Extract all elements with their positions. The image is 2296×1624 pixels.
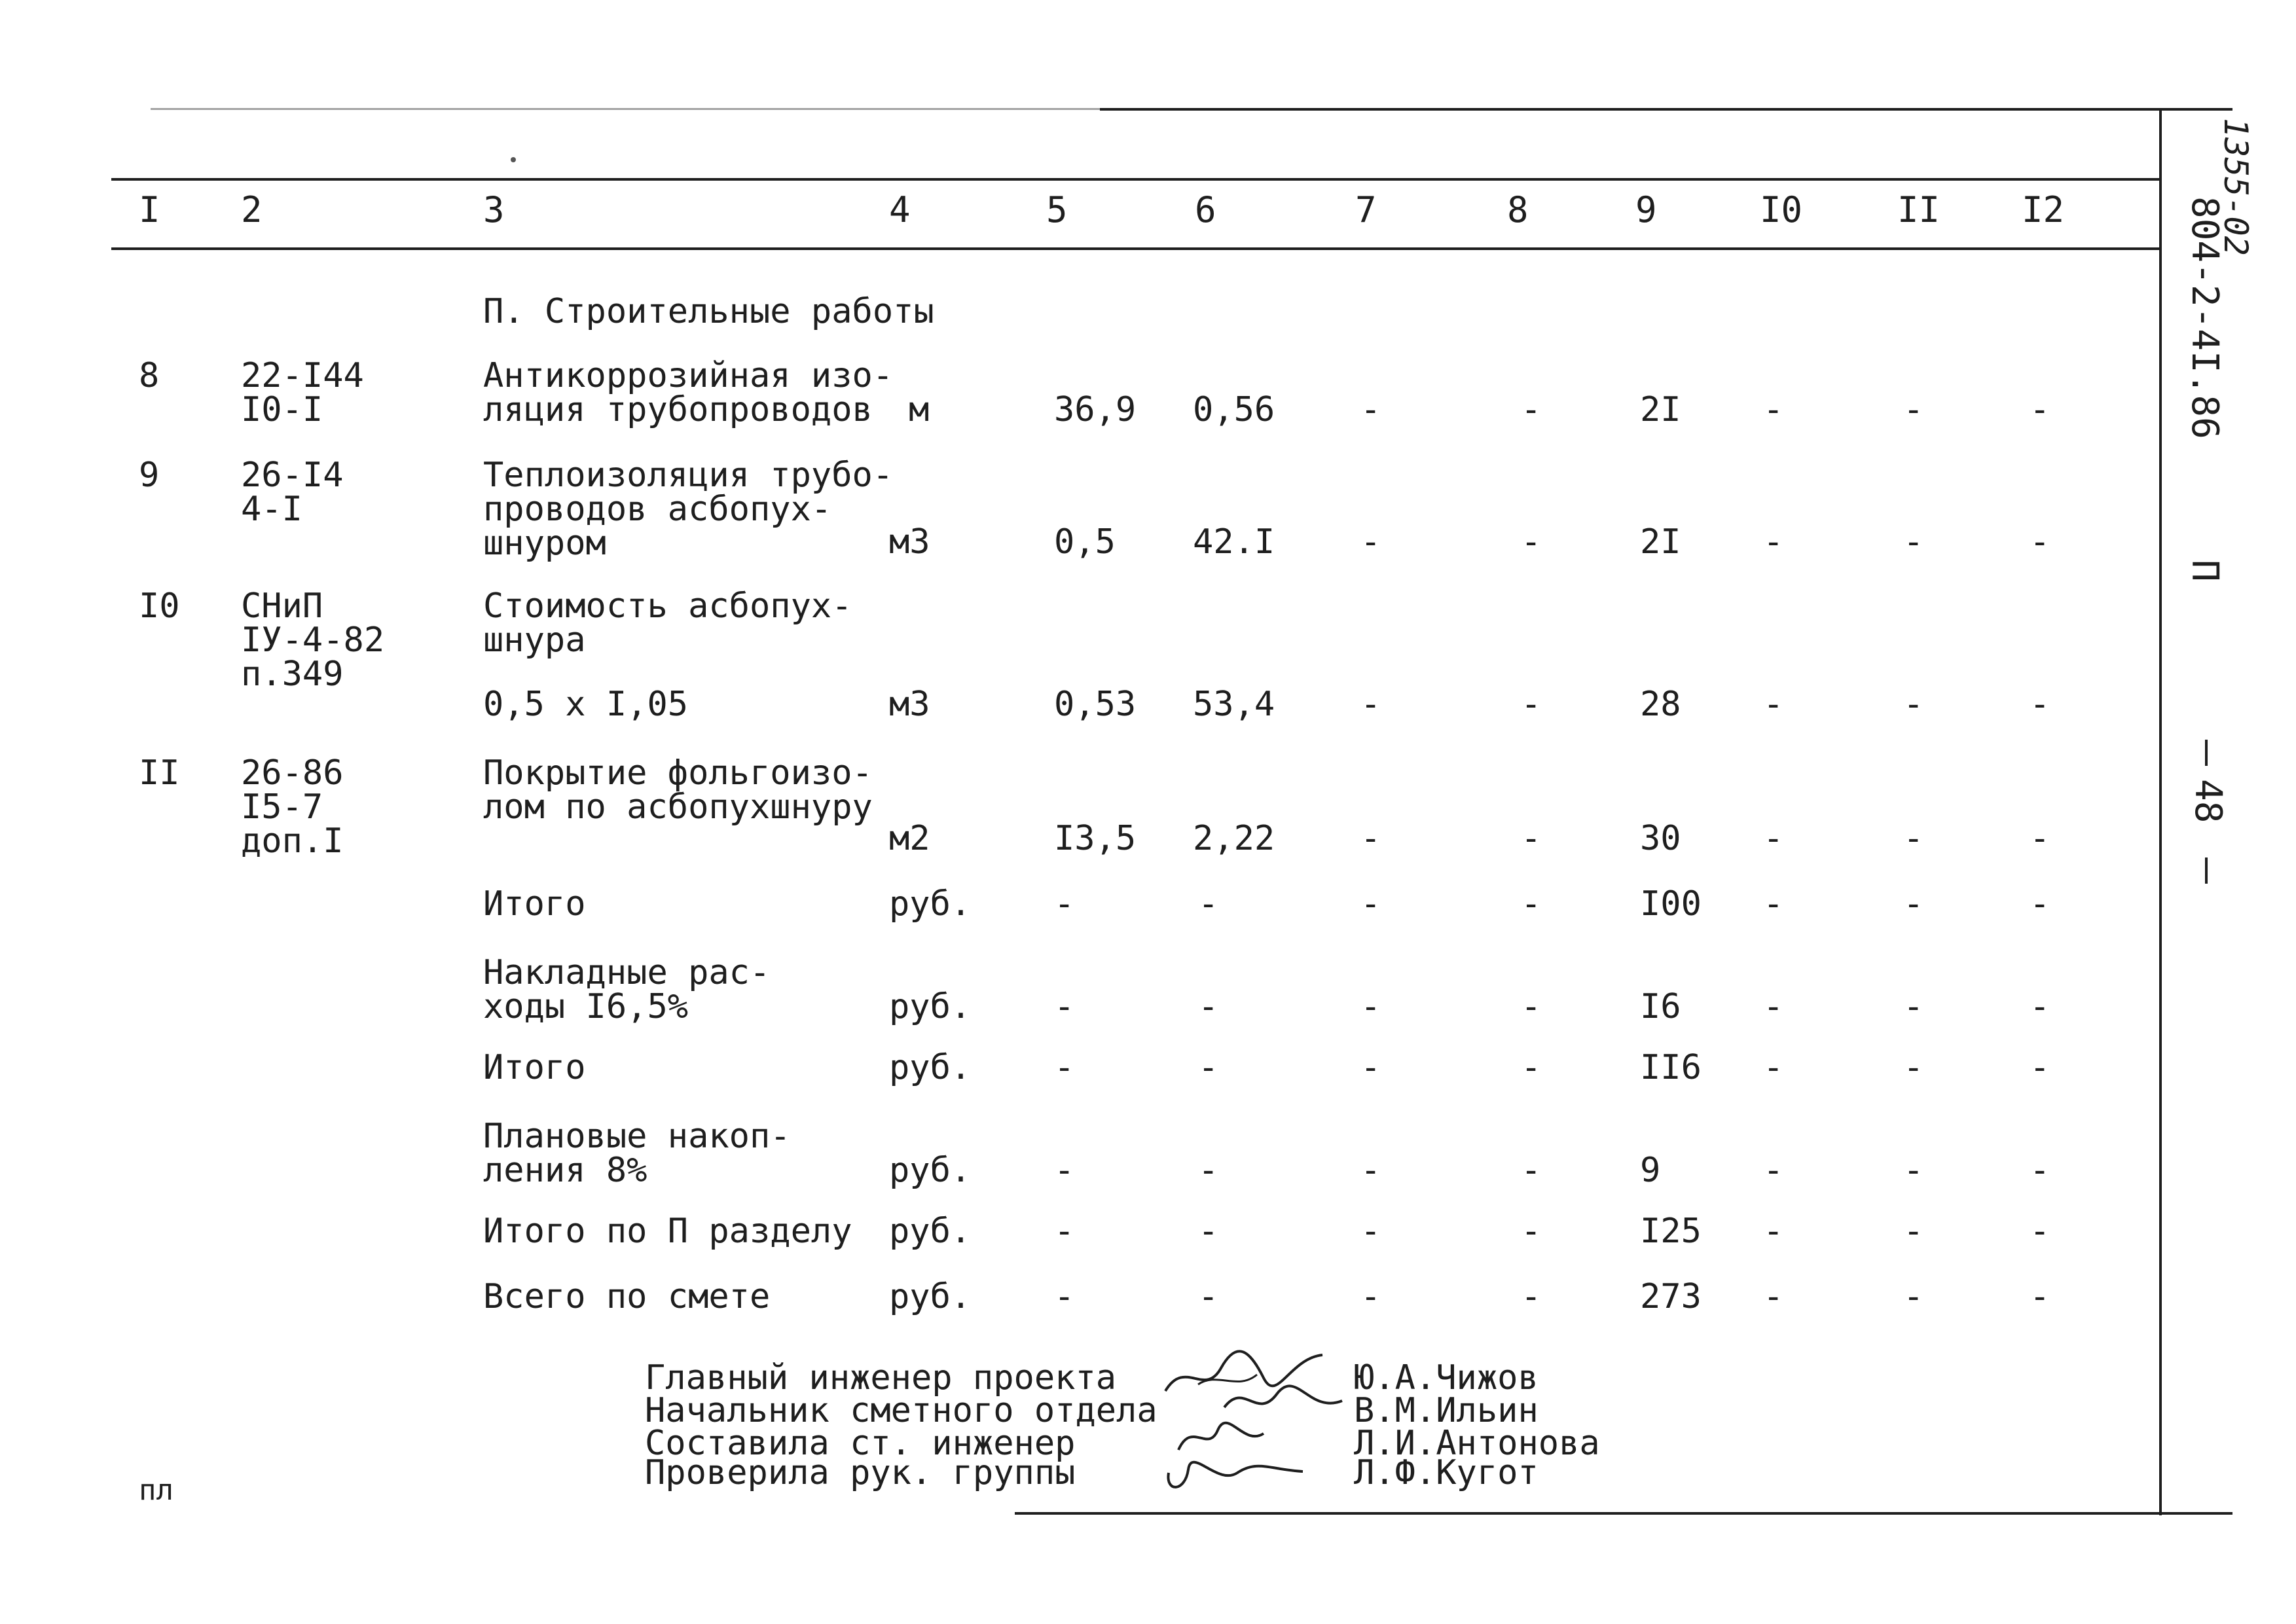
row-price: 0,56: [1193, 390, 1275, 429]
totals-qty: -: [1054, 1048, 1075, 1087]
section-title: П. Строительные работы: [483, 292, 934, 331]
signature-name: Л.И.Антонова: [1354, 1424, 1600, 1463]
row-qty: 0,5: [1054, 522, 1116, 562]
totals-col11: -: [1903, 884, 1924, 924]
totals-col12: -: [2030, 884, 2050, 924]
col-header-7: 7: [1355, 189, 1377, 230]
row-col10: -: [1763, 685, 1784, 724]
row-price: 2,22: [1193, 819, 1275, 858]
row-col9: 28: [1640, 685, 1681, 724]
totals-col11: -: [1903, 1277, 1924, 1316]
totals-col7: -: [1360, 1277, 1381, 1316]
row-price: 53,4: [1193, 685, 1275, 724]
row-col7: -: [1360, 390, 1381, 429]
row-name: Теплоизоляция трубо- проводов асбопух- шнуром: [483, 456, 894, 563]
side-doc-number: 804-2-4I.86: [2183, 196, 2226, 439]
row-col7: -: [1360, 819, 1381, 858]
totals-col9: I6: [1640, 987, 1681, 1026]
totals-col12: -: [2030, 1151, 2050, 1190]
totals-col10: -: [1763, 1212, 1784, 1251]
row-col10: -: [1763, 819, 1784, 858]
totals-col10: -: [1763, 884, 1784, 924]
header-top-line: [111, 178, 2160, 181]
side-section: П: [2183, 560, 2226, 582]
totals-col9: I25: [1640, 1212, 1702, 1251]
totals-col7: -: [1360, 987, 1381, 1026]
signature-name: Ю.А.Чижов: [1354, 1358, 1539, 1398]
signature-role: Составила ст. инженер: [645, 1424, 1076, 1463]
totals-name: Итого: [483, 884, 586, 924]
totals-name: Плановые накоп- ления 8%: [483, 1117, 791, 1190]
side-page-dash-top: [2205, 740, 2208, 766]
totals-col10: -: [1763, 987, 1784, 1026]
row-qty: 0,53: [1054, 685, 1137, 724]
row-unit: м3: [889, 685, 930, 724]
signature-scribble-4: [1159, 1447, 1309, 1499]
col-header-6: 6: [1195, 189, 1216, 230]
frame-bottom-line: [1015, 1512, 2232, 1515]
totals-col11: -: [1903, 987, 1924, 1026]
totals-col11: -: [1903, 1151, 1924, 1190]
totals-col8: -: [1521, 1277, 1542, 1316]
row-name: Покрытие фольгоизо- лом по асбопухшнуру: [483, 753, 873, 827]
row-number: 8: [139, 356, 160, 395]
totals-qty: -: [1054, 884, 1075, 924]
totals-col12: -: [2030, 1048, 2050, 1087]
header-bottom-line: [111, 247, 2160, 250]
row-col11: -: [1903, 390, 1924, 429]
signature-role: Главный инженер проекта: [645, 1358, 1117, 1398]
totals-col10: -: [1763, 1151, 1784, 1190]
row-qty: I3,5: [1054, 819, 1137, 858]
row-col12: -: [2030, 390, 2050, 429]
totals-qty: -: [1054, 987, 1075, 1026]
side-page-dash-bottom: [2205, 857, 2208, 884]
row-col11: -: [1903, 819, 1924, 858]
totals-unit: руб.: [889, 1151, 972, 1190]
row-unit: м: [909, 390, 930, 429]
row-col8: -: [1521, 819, 1542, 858]
totals-col8: -: [1521, 1048, 1542, 1087]
totals-name: Всего по смете: [483, 1277, 771, 1316]
scan-noise-top: [151, 108, 1100, 110]
row-code: 26-I4 4-I: [241, 456, 344, 529]
row-number: 9: [139, 456, 160, 495]
side-page-number: 48: [2187, 779, 2229, 823]
totals-price: -: [1198, 1212, 1219, 1251]
row-qty: 36,9: [1054, 390, 1137, 429]
row-col9: 2I: [1640, 522, 1681, 562]
totals-price: -: [1198, 987, 1219, 1026]
row-col8: -: [1521, 522, 1542, 562]
totals-col8: -: [1521, 884, 1542, 924]
col-header-1: I: [139, 189, 160, 230]
totals-col7: -: [1360, 1048, 1381, 1087]
totals-col7: -: [1360, 1151, 1381, 1190]
totals-col9: 273: [1640, 1277, 1702, 1316]
row-col7: -: [1360, 522, 1381, 562]
totals-price: -: [1198, 1048, 1219, 1087]
row-col10: -: [1763, 390, 1784, 429]
row-number: II: [139, 753, 180, 793]
totals-name: Итого: [483, 1048, 586, 1087]
row-number: I0: [139, 586, 180, 626]
totals-col10: -: [1763, 1048, 1784, 1087]
scan-noise-dot: [511, 157, 516, 162]
row-col12: -: [2030, 819, 2050, 858]
totals-col11: -: [1903, 1048, 1924, 1087]
totals-unit: руб.: [889, 1212, 972, 1251]
row-col12: -: [2030, 685, 2050, 724]
signature-role: Начальник сметного отдела: [645, 1391, 1157, 1430]
row-code: 26-86 I5-7 доп.I: [241, 753, 344, 861]
row-price: 42.I: [1193, 522, 1275, 562]
side-code-handwritten: 1355-02: [2217, 118, 2255, 256]
row-col8: -: [1521, 685, 1542, 724]
row-col12: -: [2030, 522, 2050, 562]
totals-name: Итого по П разделу: [483, 1212, 852, 1251]
row-code: 22-I44 I0-I: [241, 356, 364, 429]
row-subline: 0,5 x I,05: [483, 685, 689, 724]
totals-unit: руб.: [889, 987, 972, 1026]
row-col9: 2I: [1640, 390, 1681, 429]
totals-price: -: [1198, 1277, 1219, 1316]
row-col11: -: [1903, 685, 1924, 724]
signature-role: Проверила рук. группы: [645, 1453, 1076, 1492]
frame-right-line: [2159, 108, 2162, 1515]
col-header-8: 8: [1507, 189, 1529, 230]
totals-qty: -: [1054, 1212, 1075, 1251]
signature-name: В.М.Ильин: [1354, 1391, 1539, 1430]
col-header-11: II: [1897, 189, 1941, 230]
row-unit: м3: [889, 522, 930, 562]
row-col8: -: [1521, 390, 1542, 429]
totals-col7: -: [1360, 884, 1381, 924]
row-name: Стоимость асбопух- шнура: [483, 586, 852, 660]
totals-col8: -: [1521, 1151, 1542, 1190]
totals-col12: -: [2030, 1212, 2050, 1251]
totals-col12: -: [2030, 987, 2050, 1026]
totals-price: -: [1198, 884, 1219, 924]
totals-col8: -: [1521, 987, 1542, 1026]
col-header-10: I0: [1760, 189, 1803, 230]
col-header-4: 4: [889, 189, 911, 230]
totals-col8: -: [1521, 1212, 1542, 1251]
totals-col12: -: [2030, 1277, 2050, 1316]
totals-col9: 9: [1640, 1151, 1661, 1190]
row-col11: -: [1903, 522, 1924, 562]
row-name: Антикоррозийная изо- ляция трубопроводов: [483, 356, 894, 429]
col-header-3: 3: [483, 189, 505, 230]
row-col9: 30: [1640, 819, 1681, 858]
totals-unit: руб.: [889, 1048, 972, 1087]
row-col7: -: [1360, 685, 1381, 724]
row-col10: -: [1763, 522, 1784, 562]
totals-unit: руб.: [889, 1277, 972, 1316]
totals-col10: -: [1763, 1277, 1784, 1316]
row-unit: м2: [889, 819, 930, 858]
frame-top-line: [1100, 108, 2232, 111]
totals-qty: -: [1054, 1151, 1075, 1190]
totals-name: Накладные рас- ходы I6,5%: [483, 953, 771, 1026]
totals-col7: -: [1360, 1212, 1381, 1251]
footer-mark: пл: [139, 1473, 173, 1507]
row-code: СНиП IУ-4-82 п.349: [241, 586, 385, 694]
totals-price: -: [1198, 1151, 1219, 1190]
col-header-9: 9: [1635, 189, 1657, 230]
totals-col9: I00: [1640, 884, 1702, 924]
totals-qty: -: [1054, 1277, 1075, 1316]
col-header-2: 2: [241, 189, 263, 230]
totals-col9: II6: [1640, 1048, 1702, 1087]
col-header-12: I2: [2022, 189, 2065, 230]
signature-name: Л.Ф.Кугот: [1354, 1453, 1539, 1492]
col-header-5: 5: [1046, 189, 1068, 230]
totals-unit: руб.: [889, 884, 972, 924]
totals-col11: -: [1903, 1212, 1924, 1251]
